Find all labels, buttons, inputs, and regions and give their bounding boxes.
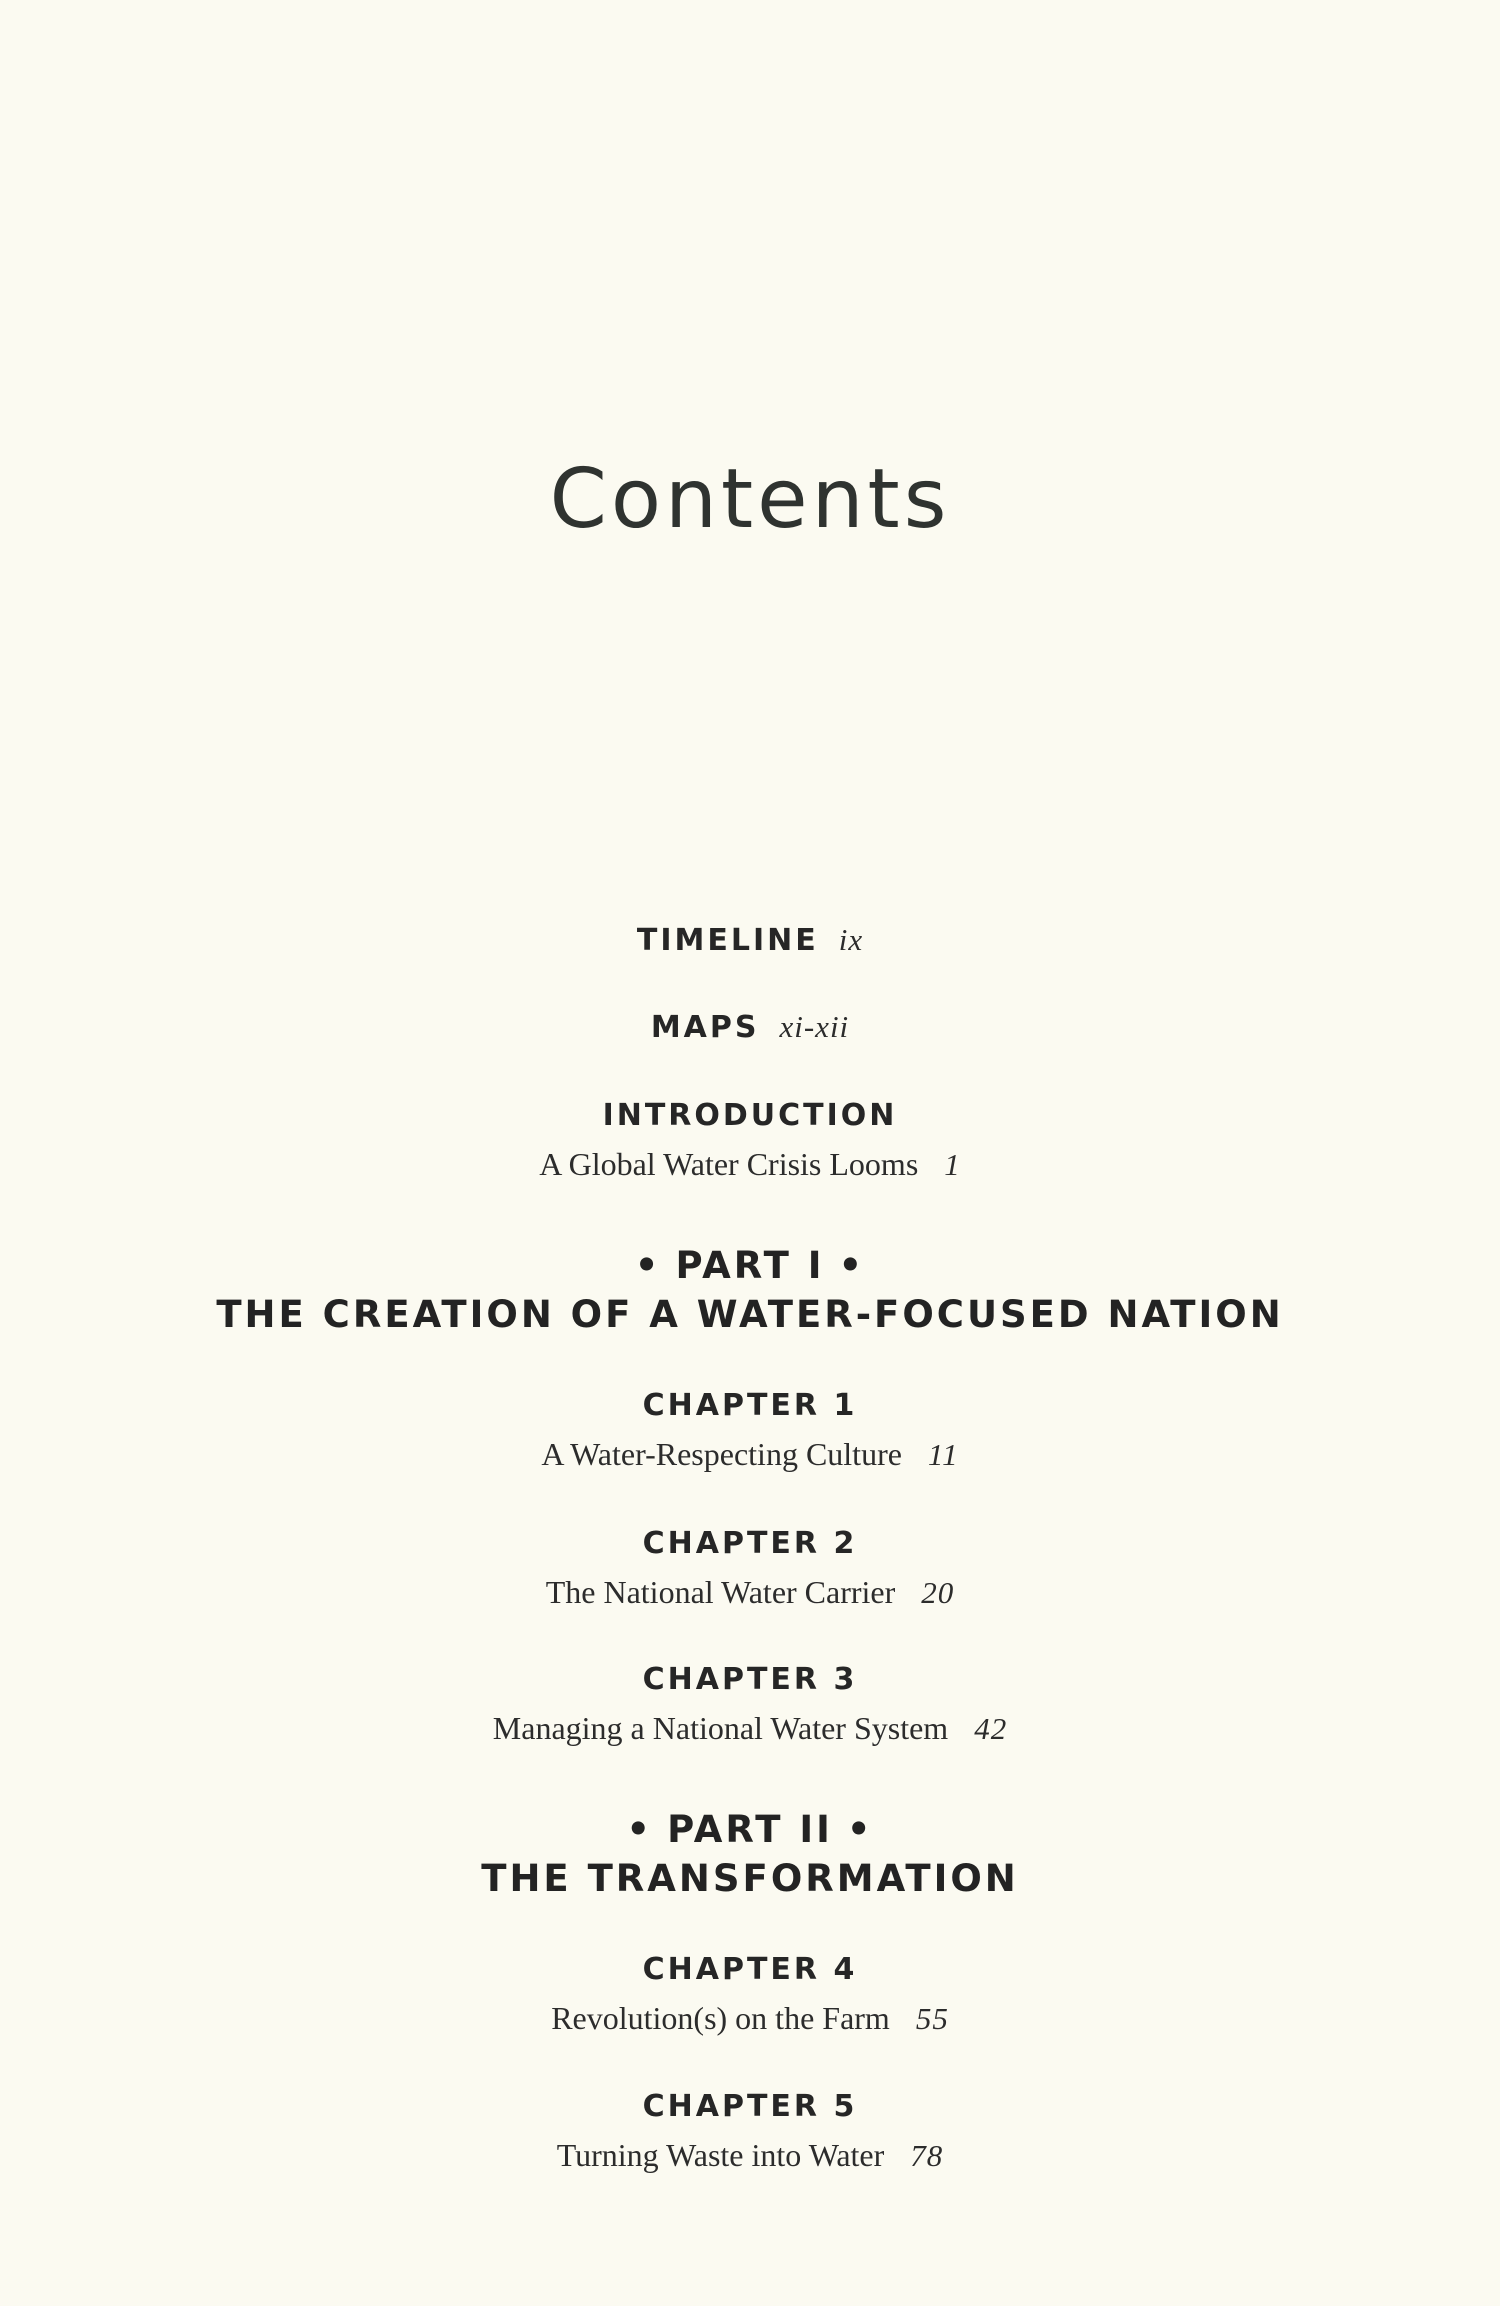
part-number: PART II xyxy=(667,1808,833,1851)
entry-title: The National Water Carrier xyxy=(545,1574,896,1610)
part-title: THE CREATION OF A WATER-FOCUSED NATION xyxy=(216,1293,1284,1336)
introduction-label: INTRODUCTION xyxy=(602,1098,898,1133)
entry-page-number: 78 xyxy=(910,2138,944,2173)
entry-label: MAPS xyxy=(650,1010,760,1045)
entry-page-number: xi-xii xyxy=(779,1009,850,1044)
chapter-label: CHAPTER 4 xyxy=(642,1952,858,1987)
entry-page-number: ix xyxy=(838,922,864,957)
chapter-label: CHAPTER 5 xyxy=(642,2089,858,2124)
entry-title: A Water-Respecting Culture xyxy=(541,1436,902,1472)
bullet-icon: • xyxy=(838,1244,866,1287)
bullet-icon: • xyxy=(846,1808,874,1851)
page-title: Contents xyxy=(549,452,951,547)
entry-title: Turning Waste into Water xyxy=(556,2137,885,2173)
bullet-icon: • xyxy=(634,1244,662,1287)
entry-page-number: 11 xyxy=(927,1437,959,1472)
toc-entry-chapter-3[interactable] xyxy=(0,1710,1500,1747)
entry-page-number: 1 xyxy=(944,1147,961,1182)
chapter-label: CHAPTER 2 xyxy=(642,1526,858,1561)
entry-page-number: 20 xyxy=(921,1575,955,1610)
part-label xyxy=(0,1808,1500,1851)
entry-title: A Global Water Crisis Looms xyxy=(539,1146,919,1182)
toc-entry-chapter-5[interactable] xyxy=(0,2137,1500,2174)
toc-entry-chapter-4[interactable] xyxy=(0,2000,1500,2037)
part-number: PART I xyxy=(675,1244,825,1287)
part-label xyxy=(0,1244,1500,1287)
toc-entry-chapter-1[interactable] xyxy=(0,1436,1500,1473)
entry-page-number: 42 xyxy=(974,1711,1008,1746)
toc-entry-chapter-2[interactable] xyxy=(0,1574,1500,1611)
entry-title: Revolution(s) on the Farm xyxy=(551,2000,890,2036)
chapter-label: CHAPTER 3 xyxy=(642,1662,858,1697)
entry-title: Managing a National Water System xyxy=(492,1710,949,1746)
entry-label: TIMELINE xyxy=(636,923,819,958)
bullet-icon: • xyxy=(626,1808,654,1851)
chapter-label: CHAPTER 1 xyxy=(642,1388,858,1423)
toc-entry-introduction[interactable] xyxy=(0,1146,1500,1183)
toc-entry-maps[interactable] xyxy=(0,1009,1500,1045)
part-title: THE TRANSFORMATION xyxy=(481,1857,1019,1900)
toc-entry-timeline[interactable] xyxy=(0,922,1500,958)
entry-page-number: 55 xyxy=(915,2001,949,2036)
